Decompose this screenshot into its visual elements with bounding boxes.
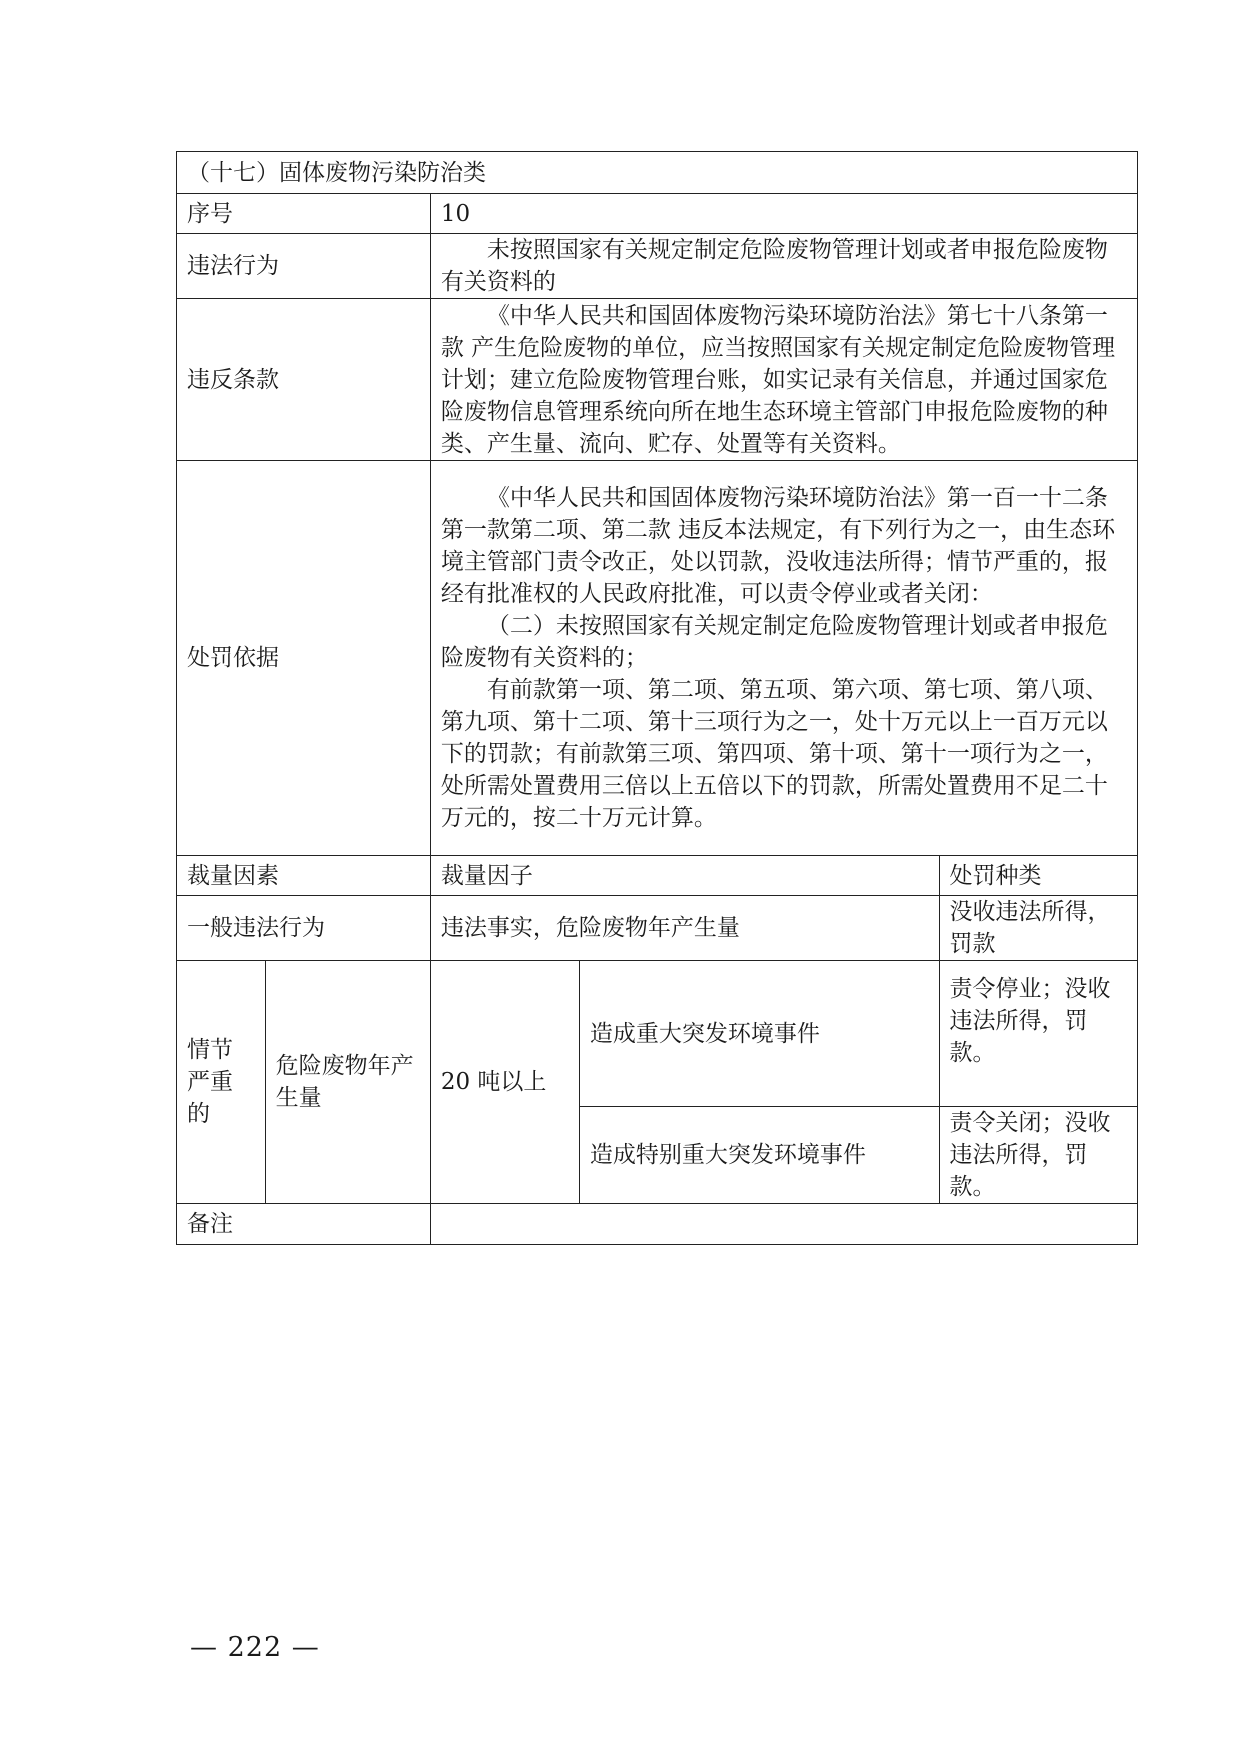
serial-row — [177, 194, 1138, 234]
serious-penalty: 责令关闭；没收违法所得，罚款。 — [939, 1107, 1137, 1204]
violated-clause-row — [177, 299, 1138, 461]
serious-penalty: 责令停业；没收违法所得，罚款。 — [939, 961, 1137, 1107]
general-violation-penalty: 没收违法所得，罚款 — [939, 896, 1137, 961]
category-row — [177, 152, 1138, 194]
serious-condition: 造成特别重大突发环境事件 — [579, 1107, 939, 1204]
general-violation-row — [177, 896, 1138, 961]
serious-condition: 造成重大突发环境事件 — [579, 961, 939, 1107]
penalty-basis-label: 处罚依据 — [177, 461, 431, 856]
serious-threshold: 20 吨以上 — [430, 961, 579, 1204]
violation-value: 未按照国家有关规定制定危险废物管理计划或者申报危险废物有关资料的 — [430, 234, 1137, 299]
violation-row — [177, 234, 1138, 299]
category-title: （十七）固体废物污染防治类 — [177, 152, 1138, 194]
penalty-basis-text — [430, 461, 1137, 856]
remarks-value — [430, 1204, 1137, 1245]
penalty-basis-paragraph: 《中华人民共和国固体废物污染环境防治法》第一百一十二条第一款第二项、第二款 违反本法规定，有下列行为之一，由生态环境主管部门责令改正，处以罚款，没收违法所得；情节严重的，报经有批准权的人民政府批准，可以责令停业或者关闭： — [440, 485, 1116, 607]
violated-clause-text: 《中华人民共和国固体废物污染环境防治法》第七十八条第一款 产生危险废物的单位，应当按照国家有关规定制定危险废物管理计划；建立危险废物管理台账，如实记录有关信息，并通过国家危险废物信息管理系统向所在地生态环境主管部门申报危险废物的种类、产生量、流向、贮存、处置等有关资料。 — [430, 299, 1137, 461]
remarks-row — [177, 1204, 1138, 1245]
serious-circumstance-label: 情节严重的 — [177, 961, 266, 1204]
penalty-type-header: 处罚种类 — [939, 856, 1137, 896]
general-violation-label: 一般违法行为 — [177, 896, 431, 961]
discretion-header-row — [177, 856, 1138, 896]
general-violation-element: 违法事实，危险废物年产生量 — [430, 896, 939, 961]
discretion-factor-header: 裁量因素 — [177, 856, 431, 896]
penalty-basis-paragraph: （二）未按照国家有关规定制定危险废物管理计划或者申报危险废物有关资料的； — [440, 613, 1108, 671]
serious-factor: 危险废物年产生量 — [265, 961, 430, 1204]
page-number: — 222 — — [190, 1632, 320, 1663]
remarks-label: 备注 — [177, 1204, 431, 1245]
penalty-basis-row — [177, 461, 1138, 856]
discretion-standard-table — [176, 151, 1138, 1245]
penalty-basis-paragraph: 有前款第一项、第二项、第五项、第六项、第七项、第八项、第九项、第十二项、第十三项行为之一，处十万元以上一百万元以下的罚款；有前款第三项、第四项、第十项、第十一项行为之一，处所需处置费用三倍以上五倍以下的罚款，所需处置费用不足二十万元的，按二十万元计算。 — [440, 677, 1108, 831]
serious-case-row — [177, 961, 1138, 1107]
violation-label: 违法行为 — [177, 234, 431, 299]
violated-clause-label: 违反条款 — [177, 299, 431, 461]
discretion-element-header: 裁量因子 — [430, 856, 939, 896]
serial-value: 10 — [430, 194, 1137, 234]
serial-label: 序号 — [177, 194, 431, 234]
